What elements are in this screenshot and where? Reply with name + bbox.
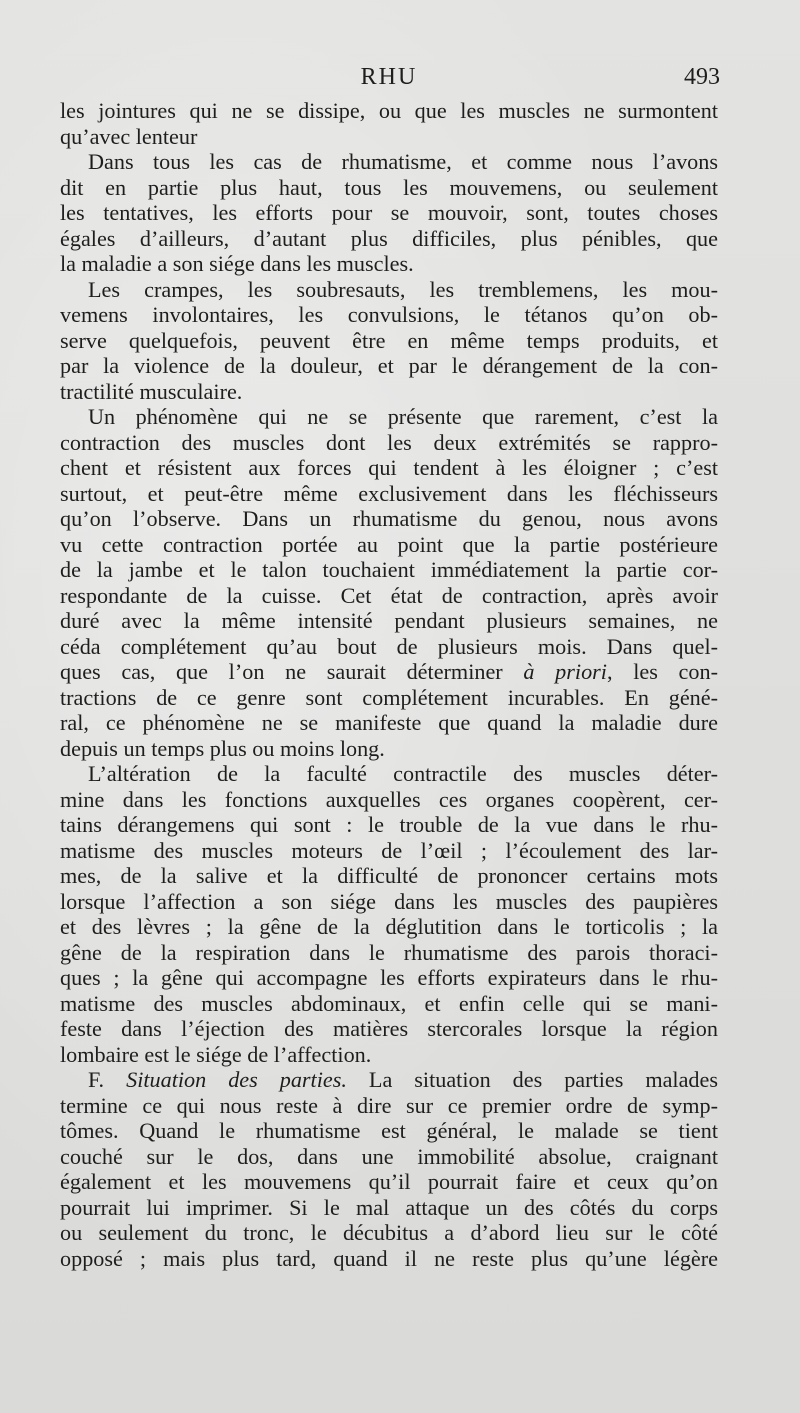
text-line: les jointures qui ne se dissipe, ou que les muscles ne surmontent [60,98,718,123]
text-line: ral, ce phénomène ne se manifeste que quand la maladie dure [60,710,718,735]
text-line: gêne de la respiration dans le rhumatisme des parois thoraci- [60,939,718,965]
text-line: ques ; la gêne qui accompagne les efforts expirateurs dans le rhu- [60,965,718,990]
text-line: termine ce qui nous reste à dire sur ce premier ordre de symp- [60,1092,718,1118]
text-line: vu cette contraction portée au point que la partie postérieure [60,531,718,557]
text-line: tains dérangemens qui sont : le trouble de la vue dans le rhu- [60,812,718,837]
text-line: Les crampes, les soubresauts, les tremblemens, les mou- [88,276,718,302]
text-line: F. Situation des parties. La situation des parties malades [88,1067,719,1092]
text-line: tractions de ce genre sont complétement incurables. En géné- [60,684,718,710]
text-line: de la jambe et le talon touchaient immédiatement la partie cor- [60,557,718,582]
text-line: surtout, et peut-être même exclusivement dans les fléchisseurs [60,480,718,506]
text-line: tractilité musculaire. [60,378,243,404]
text-line: également et les mouvemens qu’il pourrait faire et ceux qu’on [60,1169,718,1194]
text-line: Un phénomène qui ne se présente que rarement, c’est la [88,404,718,429]
text-line: respondante de la cuisse. Cet état de contraction, après avoir [60,582,718,608]
text-line: depuis un temps plus ou moins long. [60,735,385,761]
text-line: lorsque l’affection a son siége dans les muscles des paupières [60,888,718,914]
text-line: tômes. Quand le rhumatisme est général, le malade se tient [60,1118,718,1143]
text-line: L’altération de la faculté contractile des muscles déter- [88,761,718,786]
text-line: qu’avec lenteur [60,123,198,149]
text-line: Dans tous les cas de rhumatisme, et comme nous l’avons [88,149,718,174]
text-line: ou seulement du tronc, le décubitus a d’abord lieu sur le côté [60,1220,718,1245]
body-text [60,98,718,1271]
text-line: chent et résistent aux forces qui tendent à les éloigner ; c’est [60,455,718,480]
text-line: lombaire est le siége de l’affection. [60,1041,372,1067]
text-line: contraction des muscles dont les deux extrémités se rappro- [60,429,718,455]
text-line: matisme des muscles moteurs de l’œil ; l’écoulement des lar- [60,837,718,863]
text-line: pourrait lui imprimer. Si le mal attaque un des côtés du corps [60,1194,718,1220]
text-line: vemens involontaires, les convulsions, le tétanos qu’on ob- [60,302,718,327]
text-line: les tentatives, les efforts pour se mouvoir, sont, toutes choses [60,200,718,225]
text-line: qu’on l’observe. Dans un rhumatisme du genou, nous avons [60,506,718,531]
text-line: matisme des muscles abdominaux, et enfin celle qui se mani- [60,990,718,1016]
text-line: opposé ; mais plus tard, quand il ne reste plus qu’une légère [60,1245,718,1271]
text-line: mes, de la salive et la difficulté de prononcer certains mots [60,863,718,888]
text-line: égales d’ailleurs, d’autant plus difficiles, plus pénibles, que [60,225,718,251]
running-head-title: RHU [360,64,418,90]
text-line: mine dans les fonctions auxquelles ces organes coopèrent, cer- [60,786,718,812]
text-line: et des lèvres ; la gêne de la déglutition dans le torticolis ; la [60,914,718,939]
text-line: dit en partie plus haut, tous les mouvemens, ou seulement [60,174,718,200]
text-line: duré avec la même intensité pendant plusieurs semaines, ne [60,608,718,633]
text-line: couché sur le dos, dans une immobilité absolue, craignant [60,1143,718,1169]
running-head [60,64,718,98]
page-number: 493 [684,64,720,90]
text-line: serve quelquefois, peuvent être en même temps produits, et [60,327,718,353]
text-line: céda complétement qu’au bout de plusieurs mois. Dans quel- [60,633,718,659]
text-line: feste dans l’éjection des matières stercorales lorsque la région [60,1016,718,1041]
text-line: ques cas, que l’on ne saurait déterminer à priori, les con- [60,659,718,684]
text-line: la maladie a son siége dans les muscles. [60,251,414,276]
text-line: par la violence de la douleur, et par le dérangement de la con- [60,353,718,378]
